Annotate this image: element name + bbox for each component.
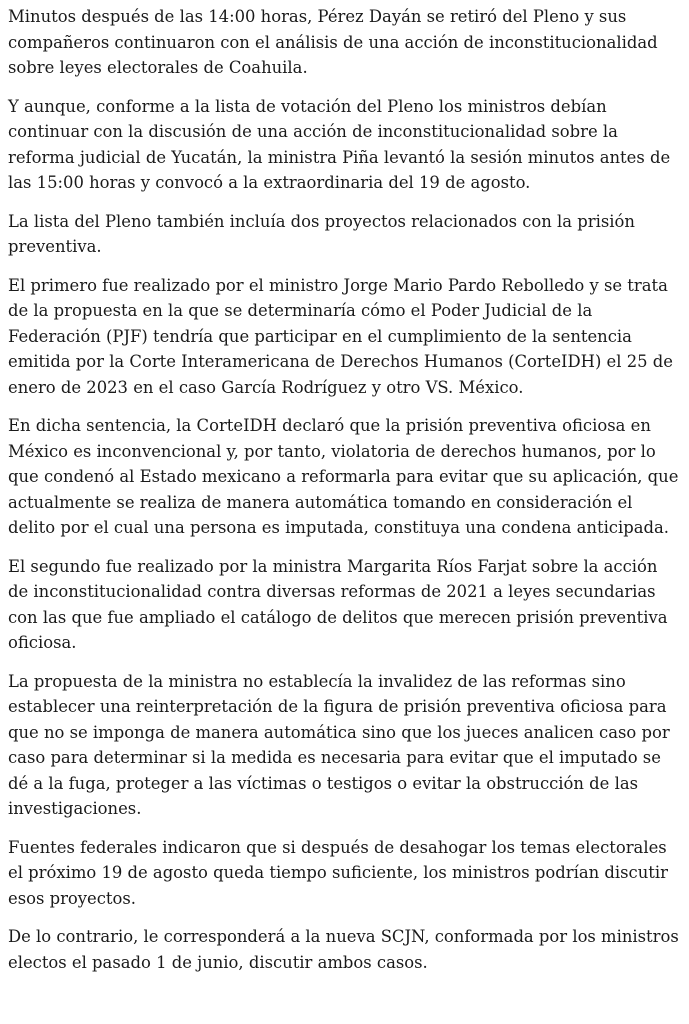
paragraph-7: La propuesta de la ministra no establecía la invalidez de las reformas sino establecer una reinterpretación de la figura de prisión preventiva oficiosa para que no se imponga de manera automática sino que los jueces analicen caso por caso para determinar si la medida es necesaria para evitar que el imputado se dé a la fuga, proteger a las víctimas o testigos o evitar la obstrucción de las investigaciones.: [8, 671, 670, 818]
paragraph-9: De lo contrario, le corresponderá a la nueva SCJN, conformada por los ministros electos el pasado 1 de junio, discutir ambos casos.: [8, 927, 679, 972]
paragraph-1: Minutos después de las 14:00 horas, Pérez Dayán se retiró del Pleno y sus compañeros continuaron con el análisis de una acción de inconstitucionalidad sobre leyes electorales de Coahuila.: [8, 7, 658, 77]
paragraph-6: El segundo fue realizado por la ministra Margarita Ríos Farjat sobre la acción de inconstitucionalidad contra diversas reformas de 2021 a leyes secundarias con las que fue ampliado el catálogo de delitos que merecen prisión preventiva oficiosa.: [8, 556, 668, 652]
paragraph-2: Y aunque, conforme a la lista de votación del Pleno los ministros debían continuar con la discusión de una acción de inconstitucionalidad sobre la reforma judicial de Yucatán, la ministra Piña levantó la sesión minutos antes de las 15:00 horas y convocó a la extraordinaria del 19 de agosto.: [8, 96, 671, 192]
paragraph-5: En dicha sentencia, la CorteIDH declaró que la prisión preventiva oficiosa en México es inconvencional y, por tanto, violatoria de derechos humanos, por lo que condenó al Estado mexicano a reformarla para evitar que su aplicación, que actualmente se realiza de manera automática tomando en consideración el delito por el cual una persona es imputada, constituya una condena anticipada.: [8, 416, 679, 537]
paragraph-8: Fuentes federales indicaron que si después de desahogar los temas electorales el próximo 19 de agosto queda tiempo suficiente, los ministros podrían discutir esos proyectos.: [8, 837, 668, 908]
paragraph-3: La lista del Pleno también incluía dos proyectos relacionados con la prisión preventiva.: [8, 211, 635, 256]
paragraph-4: El primero fue realizado por el ministro Jorge Mario Pardo Rebolledo y se trata de la propuesta en la que se determinaría cómo el Poder Judicial de la Federación (PJF) tendría que participar en el cumplimiento de la sentencia emitida por la Corte Interamericana de Derechos Humanos (CorteIDH) el 25 de enero de 2023 en el caso García Rodríguez y otro VS. México.: [8, 275, 673, 397]
